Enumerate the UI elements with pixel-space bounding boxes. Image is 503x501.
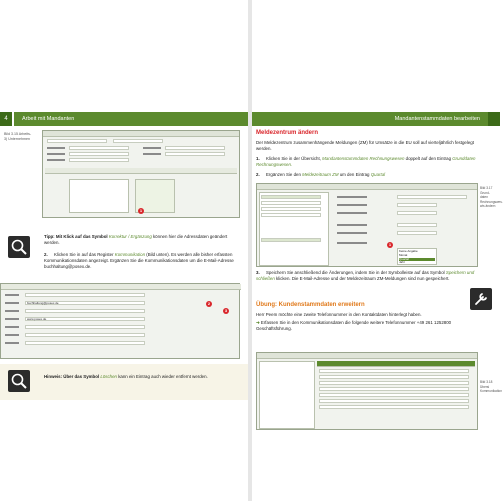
- page-number: [488, 112, 500, 126]
- period-dropdown[interactable]: [397, 248, 437, 265]
- chapter-header: Arbeit mit Mandanten: [14, 112, 248, 126]
- communication-screenshot: [0, 283, 240, 359]
- step-3-paragraph: 3. Speichern Sie anschließend die Änderungen, indem Sie in der Symbolleiste auf das Symbol Speichern und schließen klicken. Die E-Mail-Adresse und der Meldezeitraum ZM-Meldungen sind nun gespeichert.: [256, 270, 475, 281]
- chapter-header: Mandantenstammdaten bearbeiten: [252, 112, 488, 126]
- dropdown-option[interactable]: Quartal: [399, 258, 435, 262]
- figure-caption: Bild 3.15 Arbeits- 3) Unternehmen: [4, 132, 32, 141]
- callout-marker: 1: [388, 242, 392, 247]
- callout-marker: 1: [139, 208, 143, 213]
- hint-paragraph: Hinweis: Über das Symbol Löschen kann ein Eintrag auch wieder entfernt werden.: [44, 374, 208, 379]
- base-data-screenshot: [256, 183, 478, 267]
- tip-paragraph: Tipp: Mit Klick auf das Symbol Korrektur / Ergänzung können hier die Adressdaten geändert werden.: [44, 234, 228, 245]
- dropdown-option[interactable]: Jahr: [399, 260, 405, 265]
- figure-caption: Bild 3.17 Grund- daten Rechnungswes. wis ändern: [480, 186, 503, 209]
- web-field[interactable]: www.posex.de: [25, 317, 145, 321]
- exercise-instruction: ➜ Erfassen Sie in den Kommunikationsdaten die folgende weitere Telefonnummer +49 261 1252800 Geschäftsführung.: [256, 320, 452, 331]
- address-form-screenshot: [42, 130, 240, 218]
- step-2-paragraph: 2. Ergänzen Sie den Meldezeitraum ZM um den Eintrag Quartal: [256, 172, 386, 177]
- callout-marker: 3: [224, 308, 228, 313]
- right-page: [252, 0, 503, 501]
- dropdown-option[interactable]: Keine Angabe: [399, 249, 418, 253]
- exercise-title: Übung: Kundenstammdaten erweitern: [256, 302, 365, 308]
- wrench-icon: [470, 288, 492, 310]
- communication-overview-screenshot: [256, 352, 478, 430]
- magnifier-icon: [8, 370, 30, 392]
- section-title: Meldezentrum ändern: [256, 130, 319, 136]
- section-intro: Der Meldezentrum zusammenhängende Meldungen (ZM) für Umsätze in die EU soll auf vierteljährlich festgelegt werden.: [256, 140, 474, 151]
- exercise-intro: Herr Peem möchte eine zweite Telefonnummer in den Kontaktdaten hinterlegt haben.: [256, 312, 422, 317]
- magnifier-icon: [8, 236, 30, 258]
- figure-caption: Bild 3.18 Übersi Kommunikation: [480, 380, 502, 394]
- callout-marker: 2: [207, 301, 211, 306]
- step-2-paragraph: 2. Klicken Sie in auf das Register Kommunikation (Bild unten). Es werden alle bisher erfassten Kommunikationsdaten angezeigt. Ergänzen Sie die Kommunikationsdaten um die E-Mail-Adresse buchhaltung@posex.de.: [44, 252, 234, 269]
- email-field[interactable]: buchhaltung@posex.de: [25, 301, 145, 305]
- page-number: 4: [0, 112, 12, 126]
- dropdown-option[interactable]: Monat: [399, 252, 408, 257]
- left-page: [0, 0, 248, 501]
- step-1-paragraph: 1. Klicken Sie in der Übersicht, Mandantenstammdaten Rechnungswesen doppelt auf den Eintrag Grunddaten Rechnungswesen.: [256, 156, 476, 167]
